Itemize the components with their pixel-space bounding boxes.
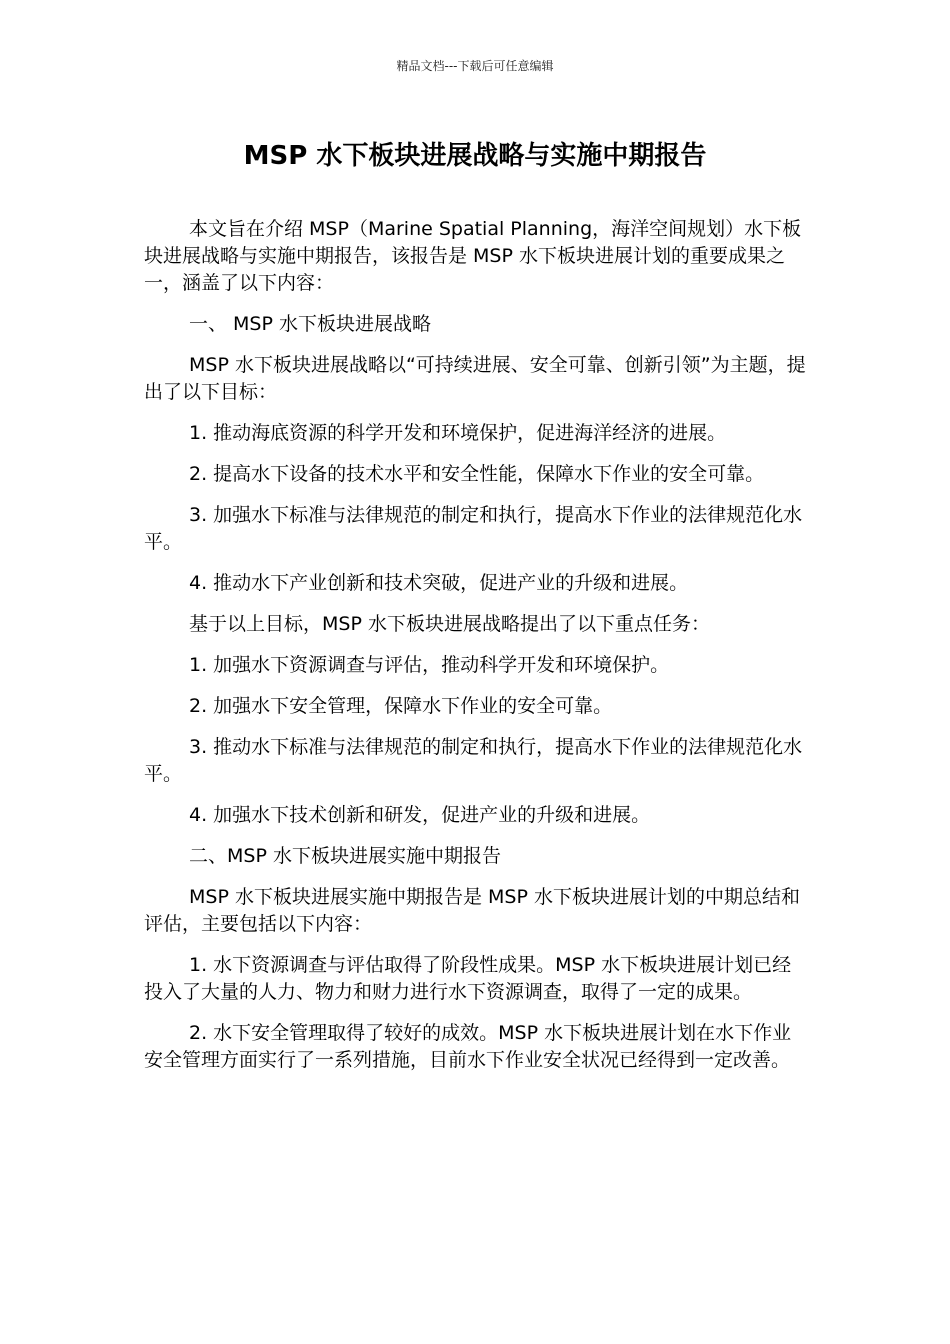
section-heading-report: 二、MSP 水下板块进展实施中期报告 bbox=[189, 845, 501, 867]
header-note: 精品文档---下载后可任意编辑 bbox=[396, 59, 554, 73]
task-item: 3. 推动水下标准与法律规范的制定和执行，提高水下作业的法律规范化水平。 bbox=[144, 736, 803, 785]
goal-item: 4. 推动水下产业创新和技术突破，促进产业的升级和进展。 bbox=[189, 572, 689, 594]
tasks-intro-paragraph: 基于以上目标，MSP 水下板块进展战略提出了以下重点任务： bbox=[189, 613, 710, 635]
document-body bbox=[144, 216, 809, 1088]
report-item: 1. 水下资源调查与评估取得了阶段性成果。MSP 水下板块进展计划已经投入了大量的人力、物力和财力进行水下资源调查，取得了一定的成果。 bbox=[144, 954, 792, 1003]
report-intro-paragraph: MSP 水下板块进展实施中期报告是 MSP 水下板块进展计划的中期总结和评估，主要包括以下内容： bbox=[144, 886, 800, 935]
goal-item: 2. 提高水下设备的技术水平和安全性能，保障水下作业的安全可靠。 bbox=[189, 463, 765, 485]
document-title: MSP 水下板块进展战略与实施中期报告 bbox=[243, 141, 707, 171]
goal-item: 3. 加强水下标准与法律规范的制定和执行，提高水下作业的法律规范化水平。 bbox=[144, 504, 803, 553]
task-item: 2. 加强水下安全管理，保障水下作业的安全可靠。 bbox=[189, 695, 613, 717]
section-heading-strategy: 一、 MSP 水下板块进展战略 bbox=[189, 313, 431, 335]
task-item: 1. 加强水下资源调查与评估，推动科学开发和环境保护。 bbox=[189, 654, 670, 676]
task-item: 4. 加强水下技术创新和研发，促进产业的升级和进展。 bbox=[189, 804, 651, 826]
report-item: 2. 水下安全管理取得了较好的成效。MSP 水下板块进展计划在水下作业安全管理方面实行了一系列措施，目前水下作业安全状况已经得到一定改善。 bbox=[144, 1022, 792, 1071]
goal-item: 1. 推动海底资源的科学开发和环境保护，促进海洋经济的进展。 bbox=[189, 422, 727, 444]
intro-paragraph: 本文旨在介绍 MSP（Marine Spatial Planning，海洋空间规划）水下板块进展战略与实施中期报告，该报告是 MSP 水下板块进展计划的重要成果之一，涵盖了以下内容： bbox=[144, 218, 802, 294]
strategy-theme-paragraph: MSP 水下板块进展战略以“可持续进展、安全可靠、创新引领”为主题，提出了以下目标： bbox=[144, 354, 806, 403]
